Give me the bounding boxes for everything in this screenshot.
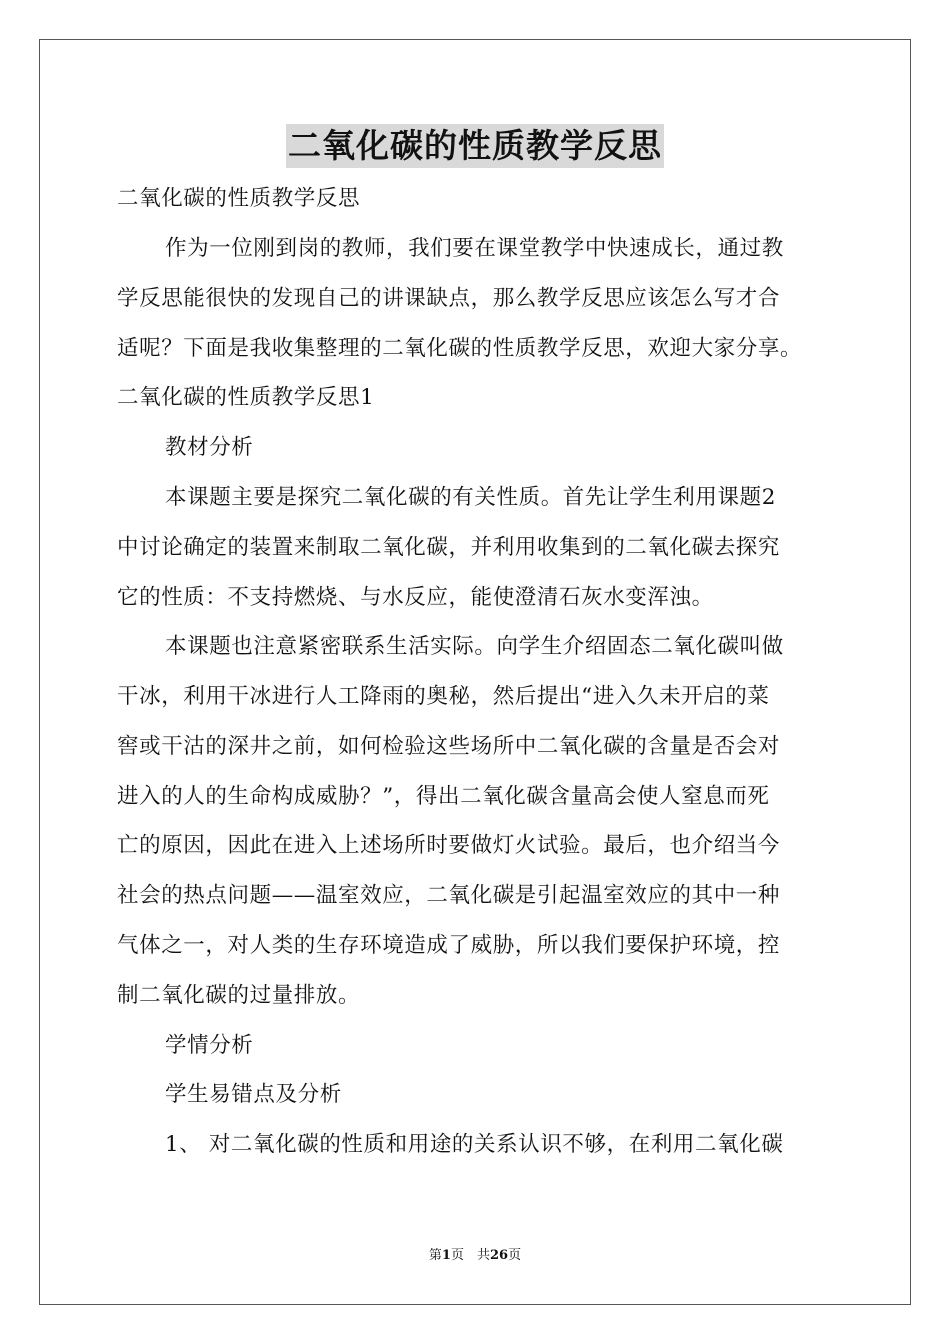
page-footer [0,1247,950,1265]
paragraph-line: 本课题也注意紧密联系生活实际。向学生介绍固态二氧化碳叫做 [165,634,784,659]
paragraph-line: 学反思能很快的发现自己的讲课缺点，那么教学反思应该怎么写才合 [117,286,781,311]
page-border [39,39,911,1305]
subsection-heading: 学生易错点及分析 [165,1082,342,1107]
paragraph-line: 它的性质：不支持燃烧、与水反应，能使澄清石灰水变浑浊。 [117,585,714,610]
paragraph-line: 干冰，利用干冰进行人工降雨的奥秘，然后提出“进入久未开启的菜 [117,684,770,709]
footer-page-total: 26 [489,1248,509,1263]
paragraph-line: 气体之一，对人类的生存环境造成了威胁，所以我们要保护环境，控 [117,933,781,958]
subtitle-line: 二氧化碳的性质教学反思 [117,186,361,211]
list-item: 1、 对二氧化碳的性质和用途的关系认识不够，在利用二氧化碳 [165,1132,784,1157]
footer-mid: 页 共 [450,1248,490,1263]
paragraph-line: 制二氧化碳的过量排放。 [117,983,361,1008]
paragraph-line: 本课题主要是探究二氧化碳的有关性质。首先让学生利用课题2 [165,485,776,510]
subsection-heading: 学情分析 [165,1033,254,1058]
paragraph-line: 进入的人的生命构成威胁？”，得出二氧化碳含量高会使人窒息而死 [117,784,770,809]
footer-prefix: 第 [428,1248,442,1263]
paragraph-line: 适呢？下面是我收集整理的二氧化碳的性质教学反思，欢迎大家分享。 [117,336,803,361]
paragraph-line: 社会的热点问题——温室效应，二氧化碳是引起温室效应的其中一种 [117,883,781,908]
section-heading: 二氧化碳的性质教学反思1 [117,385,375,410]
document-title: 二氧化碳的性质教学反思 [286,124,664,168]
paragraph-line: 作为一位刚到岗的教师，我们要在课堂教学中快速成长，通过教 [165,236,784,261]
footer-page-current: 1 [441,1248,451,1263]
paragraph-line: 窖或干沽的深井之前，如何检验这些场所中二氧化碳的含量是否会对 [117,734,781,759]
title-wrap [0,124,950,168]
subsection-heading: 教材分析 [165,435,254,460]
paragraph-line: 亡的原因，因此在进入上述场所时要做灯火试验。最后，也介绍当今 [117,833,781,858]
footer-suffix: 页 [508,1248,522,1263]
paragraph-line: 中讨论确定的装置来制取二氧化碳，并利用收集到的二氧化碳去探究 [117,535,781,560]
